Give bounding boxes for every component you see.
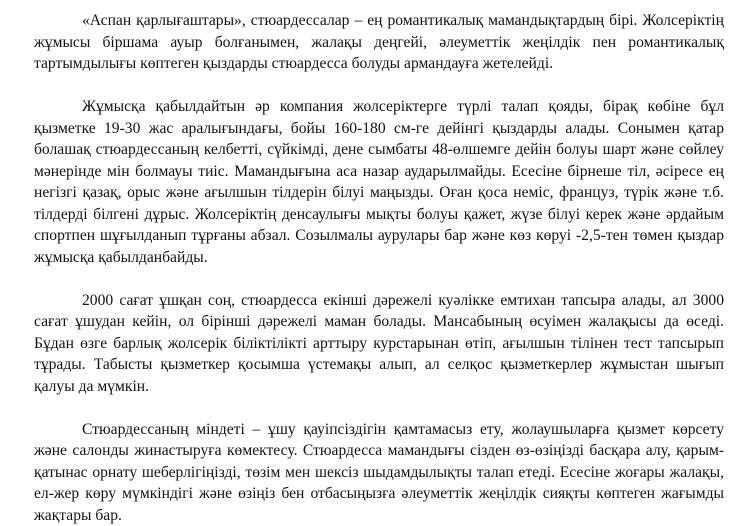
paragraph-career: 2000 сағат ұшқан соң, стюардесса екінші дәрежелі куәлікке емтихан тапсыра алады, ал 3000 сағат ұшудан кейін, ол бірінші дәрежелі маман болады. Мансабының өсуімен жалақысы да өседі. Бұдан өзге барлық жолсерік біліктілікті арттыру курстарынан өтіп, ағылшын тілінен тест тапсырып тұрады. Табысты қызметкер қосымша үстемақы алып, ал селқос қызметкерлер жұмыстан шығып қалуы да мүмкін.: [34, 290, 724, 398]
paragraph-intro: «Аспан қарлығаштары», стюардессалар – ең романтикалық мамандықтардың бірі. Жолсеріктің жұмысы біршама ауыр болғанымен, жалақы деңгейі, әлеуметтік жеңілдік пен романтикалық тартымдылығы көптеген қыздарды стюардесса болуды армандауға жетелейді.: [34, 10, 724, 75]
paragraph-duties: Стюардессаның міндеті – ұшу қауіпсіздігін қамтамасыз ету, жолаушыларға қызмет көрсету және салонды жинастыруға көмектесу. Стюардесса мамандығы сізден өз-өзіңізді басқара алу, қарым-қатынас орнату шеберлігіңізді, төзім мен шексіз шыдамдылықты талап етеді. Есесіне жоғары жалақы, ел-жер көру мүмкіндігі және өзіңіз бен отбасыңызға әлеуметтік жеңілдік сияқты көптеген жағымды жақтары бар.: [34, 419, 724, 526]
paragraph-requirements: Жұмысқа қабылдайтын әр компания жолсеріктерге түрлі талап қояды, бірақ көбіне бұл қызметке 19-30 жас аралығындағы, бойы 160-180 см-ге дейінгі қыздарды алады. Сонымен қатар болашақ стюардессаның келбетті, сүйкімді, дене сымбаты 48-өлшемге дейін болуы шарт және сөйлеу мәнерінде мін болмауы тиіс. Мамандығына аса назар аударылмайды. Есесіне бірнеше тіл, әсіресе ең негізгі қазақ, орыс және ағылшын тілдерін білуі маңызды. Оған қоса неміс, француз, түрік және т.б. тілдерді білгені дұрыс. Жолсеріктің денсаулығы мықты болуы қажет, жүзе білуі керек және әрдайым спортпен шұғылданып тұрғаны абзал. Созылмалы аурулары бар және көз көруі -2,5-тен төмен қыздар жұмысқа қабылданбайды.: [34, 96, 724, 268]
document-page: [34, 10, 724, 526]
